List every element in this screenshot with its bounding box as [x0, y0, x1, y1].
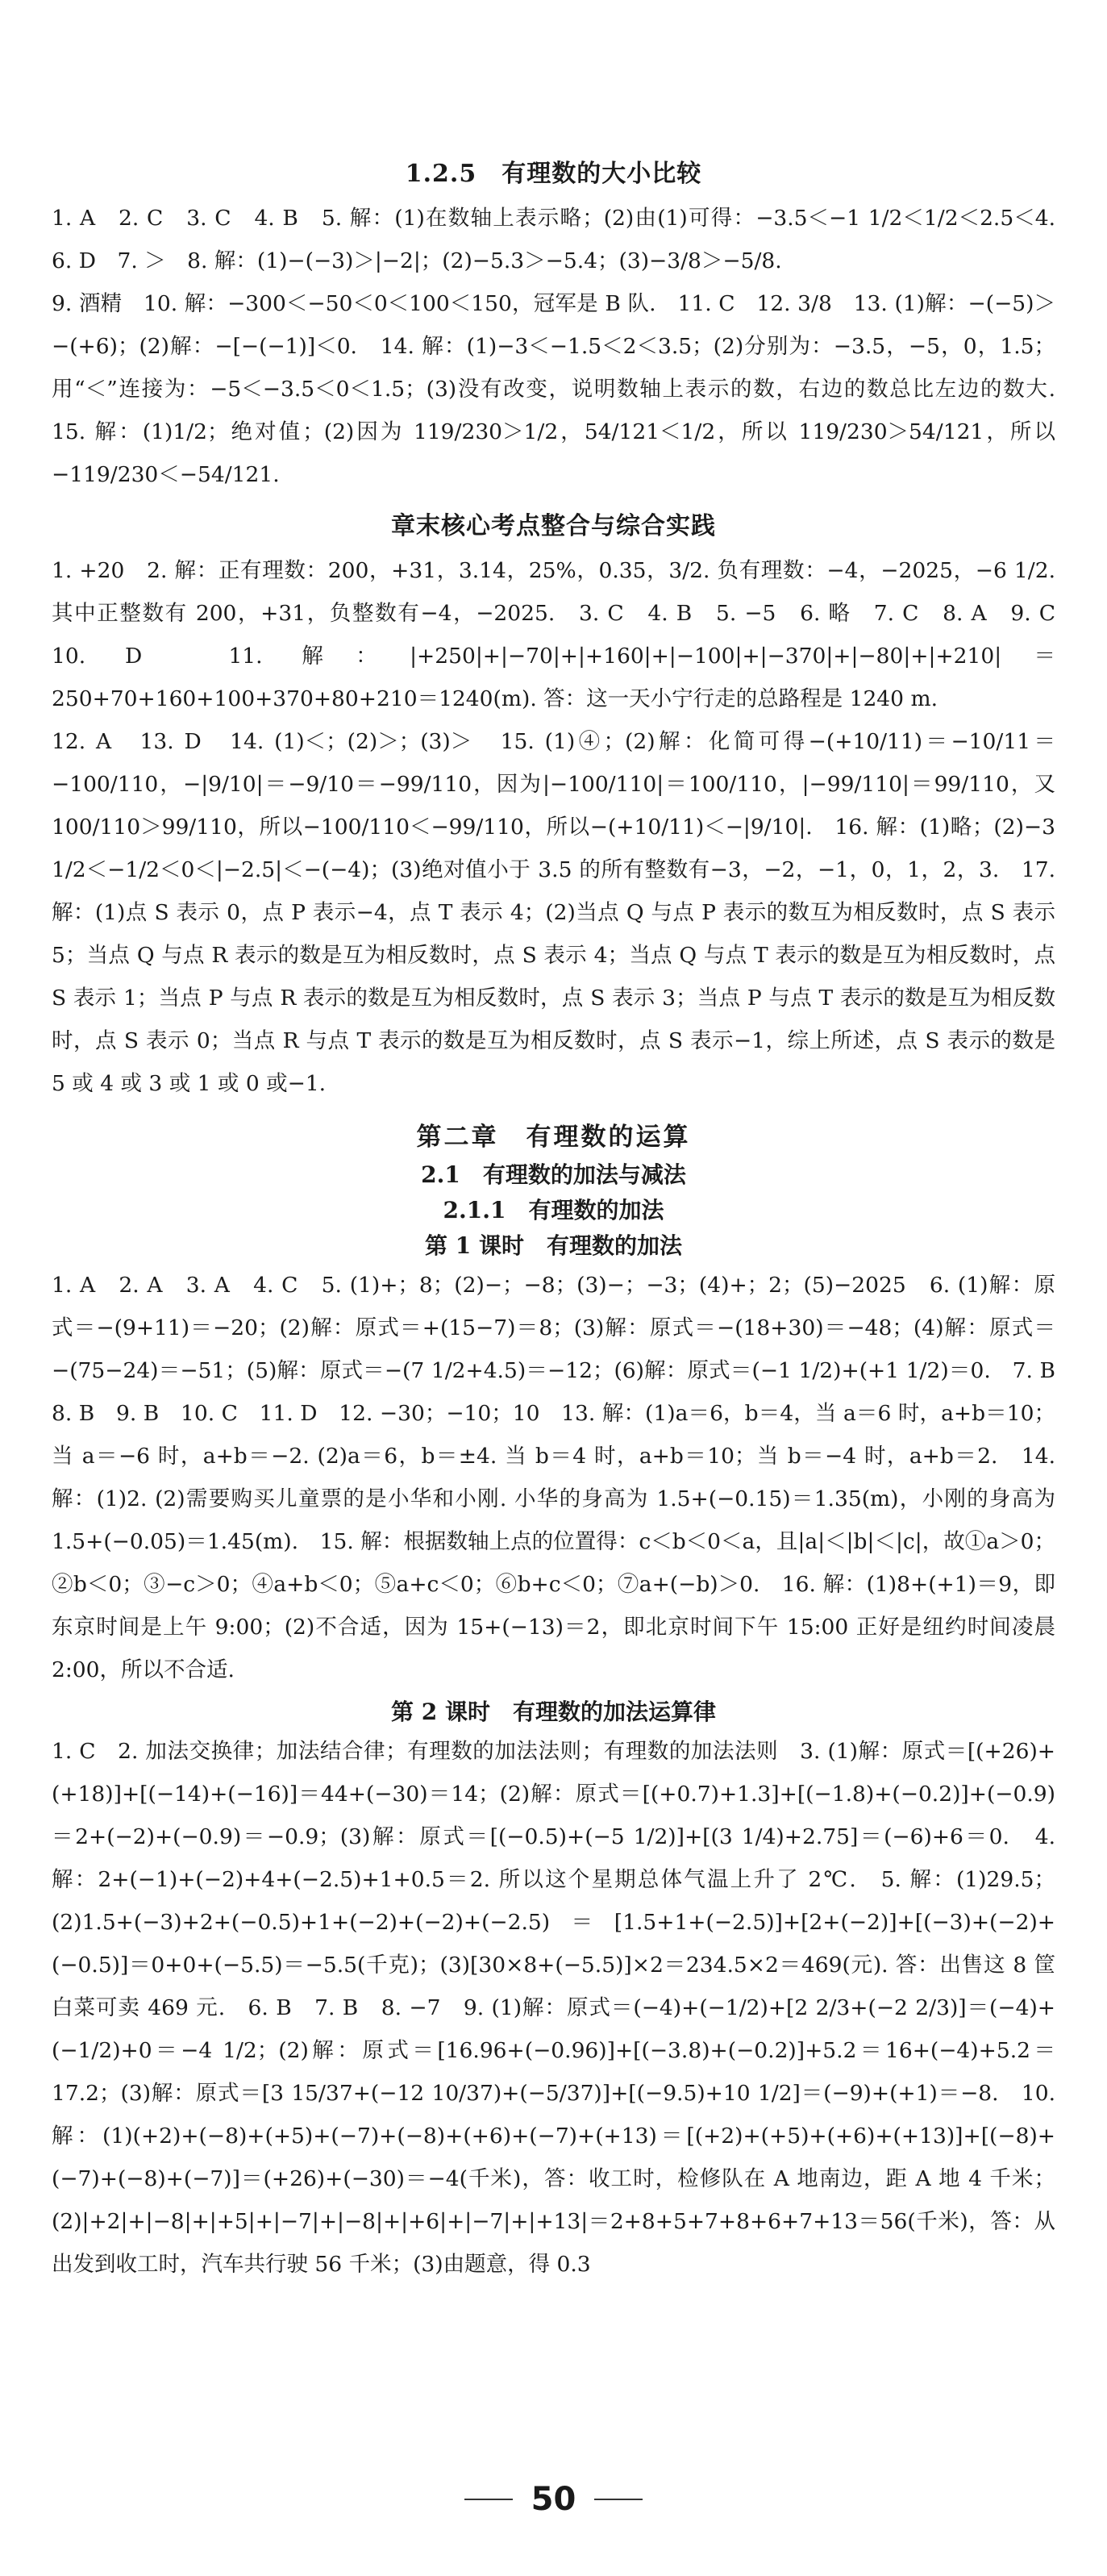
- page-number: 50: [531, 2481, 576, 2518]
- footer-dash-left: [464, 2499, 513, 2500]
- footer-dash-right: [594, 2499, 643, 2500]
- answer-paragraph: 9. 酒精 10. 解：−300＜−50＜0＜100＜150，冠军是 B 队. 11. C 12. 3/8 13. (1)解：−(−5)＞−(+6)；(2)解：−[−(−1)]＜0. 14. 解：(1)−3＜−1.5＜2＜3.5；(2)分别为：−3.5，−5，0，1.5；用“＜”连接为：−5＜−3.5＜0＜1.5；(3)没有改变，说明数轴上表示的数，右边的数总比左边的数大. 15. 解：(1)1/2；绝对值；(2)因为 119/230＞1/2，54/121＜1/2，所以 119/230＞54/121，所以−119/230＜−54/121.: [52, 291, 1077, 487]
- section-heading: 1.2.5 有理数的大小比较: [405, 160, 702, 188]
- answer-paragraph: 12. A 13. D 14. (1)＜；(2)＞；(3)＞ 15. (1)④；(2)解：化简可得−(+10/11)＝−10/11＝−100/110，−|9/10|＝−9/10＝−99/110，因为|−100/110|＝100/110，|−99/110|＝99/110，又 100/110＞99/110，所以−100/110＜−99/110，所以−(+10/11)＜−|9/10|. 16. 解：(1)略；(2)−3 1/2＜−1/2＜0＜|−2.5|＜−(−4)；(3)绝对值小于 3.5 的所有整数有−3，−2，−1，0，1，2，3. 17. 解：(1)点 S 表示 0，点 P 表示−4，点 T 表示 4；(2)当点 Q 与点 P 表示的数互为相反数时，点 S 表示 5；当点 Q 与点 R 表示的数是互为相反数时，点 S 表示 4；当点 Q 与点 T 表示的数是互为相反数时，点 S 表示 1；当点 P 与点 R 表示的数是互为相反数时，点 S 表示 3；当点 P 与点 T 表示的数是互为相反数时，点 S 表示 0；当点 R 与点 T 表示的数是互为相反数时，点 S 表示−1，综上所述，点 S 表示的数是 5 或 4 或 3 或 1 或 0 或−1.: [52, 729, 1055, 1096]
- answer-content: [52, 153, 1077, 2286]
- subsection-heading: 第 2 课时 有理数的加法运算律: [391, 1699, 716, 1725]
- section-heading: 章末核心考点整合与综合实践: [391, 512, 716, 540]
- answer-paragraph: 1. +20 2. 解：正有理数：200，+31，3.14，25%，0.35，3/2. 负有理数：−4，−2025，−6 1/2. 其中正整数有 200，+31，负整数有−4，−2025. 3. C 4. B 5. −5 6. 略 7. C 8. A 9. C 10. D 11. 解：|+250|+|−70|+|+160|+|−100|+|−370|+|−80|+|+210|＝250+70+160+100+370+80+210＝1240(m). 答：这一天小宁行走的总路程是 1240 m.: [52, 558, 1077, 711]
- subsection-heading: 2.1 有理数的加法与减法: [421, 1161, 686, 1188]
- subsection-heading: 2.1.1 有理数的加法: [443, 1197, 664, 1223]
- subsection-heading: 第 1 课时 有理数的加法: [425, 1232, 682, 1259]
- answer-paragraph: 1. C 2. 加法交换律；加法结合律；有理数的加法法则；有理数的加法法则 3. (1)解：原式＝[(+26)+(+18)]+[(−14)+(−16)]＝44+(−30)＝14；(2)解：原式＝[(+0.7)+1.3]+[(−1.8)+(−0.2)]+(−0.9)＝2+(−2)+(−0.9)＝−0.9；(3)解：原式＝[(−0.5)+(−5 1/2)]+[(3 1/4)+2.75]＝(−6)+6＝0. 4. 解：2+(−1)+(−2)+4+(−2.5)+1+0.5＝2. 所以这个星期总体气温上升了 2℃. 5. 解：(1)29.5；(2)1.5+(−3)+2+(−0.5)+1+(−2)+(−2)+(−2.5)＝[1.5+1+(−2.5)]+[2+(−2)]+[(−3)+(−2)+(−0.5)]＝0+0+(−5.5)＝−5.5(千克)；(3)[30×8+(−5.5)]×2＝234.5×2＝469(元). 答：出售这 8 筐白菜可卖 469 元. 6. B 7. B 8. −7 9. (1)解：原式＝(−4)+(−1/2)+[2 2/3+(−2 2/3)]＝(−4)+(−1/2)+0＝−4 1/2；(2)解：原式＝[16.96+(−0.96)]+[(−3.8)+(−0.2)]+5.2＝16+(−4)+5.2＝17.2；(3)解：原式＝[3 15/37+(−12 10/37)+(−5/37)]+[(−9.5)+10 1/2]＝(−9)+(+1)＝−8. 10. 解：(1)(+2)+(−8)+(+5)+(−7)+(−8)+(+6)+(−7)+(+13)＝[(+2)+(+5)+(+6)+(+13)]+[(−8)+(−7)+(−8)+(−7)]＝(+26)+(−30)＝−4(千米)，答：收工时，检修队在 A 地南边，距 A 地 4 千米；(2)|+2|+|−8|+|+5|+|−7|+|−8|+|+6|+|−7|+|+13|＝2+8+5+7+8+6+7+13＝56(千米)，答：从出发到收工时，汽车共行驶 56 千米；(3)由题意，得 0.3: [52, 1739, 1055, 2277]
- answer-paragraph: 1. A 2. C 3. C 4. B 5. 解：(1)在数轴上表示略；(2)由(1)可得：−3.5＜−1 1/2＜1/2＜2.5＜4. 6. D 7. ＞ 8. 解：(1)−(−3)＞|−2|；(2)−5.3＞−5.4；(3)−3/8＞−5/8.: [52, 206, 1077, 273]
- page-footer: [0, 2481, 1107, 2518]
- answer-paragraph: 1. A 2. A 3. A 4. C 5. (1)+；8；(2)−；−8；(3)−；−3；(4)+；2；(5)−2025 6. (1)解：原式＝−(9+11)＝−20；(2)解：原式＝+(15−7)＝8；(3)解：原式＝−(18+30)＝−48；(4)解：原式＝−(75−24)＝−51；(5)解：原式＝−(7 1/2+4.5)＝−12；(6)解：原式＝(−1 1/2)+(+1 1/2)＝0. 7. B 8. B 9. B 10. C 11. D 12. −30；−10；10 13. 解：(1)a＝6，b＝4，当 a＝6 时，a+b＝10；当 a＝−6 时，a+b＝−2. (2)a＝6，b＝±4. 当 b＝4 时，a+b＝10；当 b＝−4 时，a+b＝2. 14. 解：(1)2. (2)需要购买儿童票的是小华和小刚. 小华的身高为 1.5+(−0.15)＝1.35(m)，小刚的身高为 1.5+(−0.05)＝1.45(m). 15. 解：根据数轴上点的位置得：c＜b＜0＜a，且|a|＜|b|＜|c|，故①a＞0；②b＜0；③−c＞0；④a+b＜0；⑤a+c＜0；⑥b+c＜0；⑦a+(−b)＞0. 16. 解：(1)8+(+1)＝9，即东京时间是上午 9:00；(2)不合适，因为 15+(−13)＝2，即北京时间下午 15:00 正好是纽约时间凌晨 2:00，所以不合适.: [52, 1273, 1077, 1682]
- chapter-heading: 第二章 有理数的运算: [416, 1123, 691, 1152]
